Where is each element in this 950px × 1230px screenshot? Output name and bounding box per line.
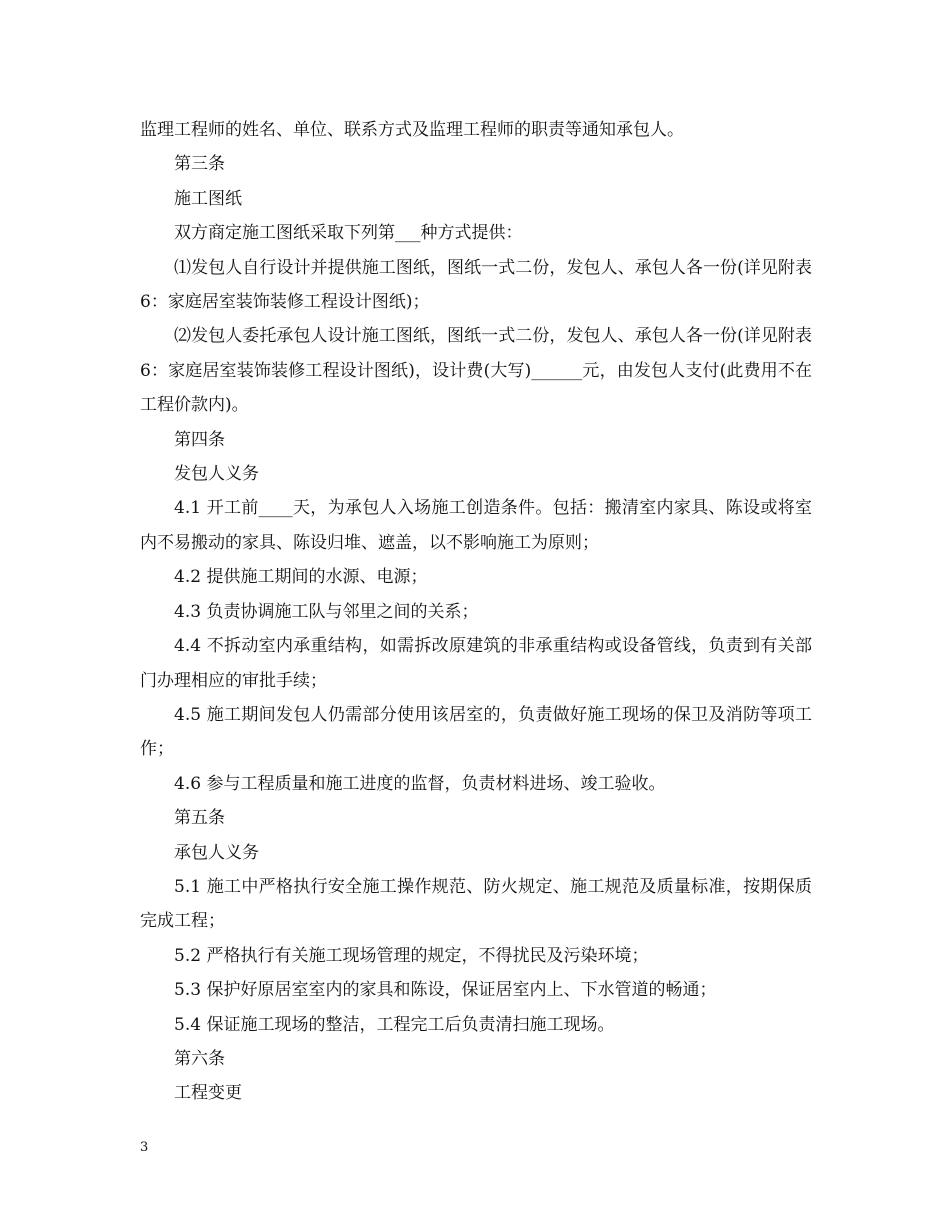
article-heading: 第五条 — [174, 808, 225, 829]
clause: 5.1 施工中严格执行安全施工操作规范、防火规定、施工规范及质量标准，按期保质完成工程； — [140, 876, 812, 932]
article-title: 工程变更 — [174, 1083, 242, 1104]
clause: 4.1 开工前____天，为承包人入场施工创造条件。包括：搬清室内家具、陈设或将室内不易搬动的家具、陈设归堆、遮盖，以不影响施工为原则； — [140, 498, 812, 553]
clause: 4.2 提供施工期间的水源、电源； — [174, 567, 428, 588]
article-heading: 第六条 — [174, 1048, 225, 1069]
article-title: 承包人义务 — [174, 842, 259, 863]
article-title: 发包人义务 — [174, 464, 259, 485]
paragraph: ⑴发包人自行设计并提供施工图纸，图纸一式二份，发包人、承包人各一份(详见附表6：家庭居室装饰装修工程设计图纸)； — [140, 257, 812, 313]
paragraph-continuation: 监理工程师的姓名、单位、联系方式及监理工程师的职责等通知承包人。 — [140, 120, 684, 140]
clause: 5.3 保护好原居室室内的家具和陈设，保证居室内上、下水管道的畅通； — [174, 980, 717, 1001]
page-number: 3 — [140, 1140, 149, 1155]
clause: 4.6 参与工程质量和施工进度的监督，负责材料进场、竣工验收。 — [174, 773, 666, 794]
paragraph: ⑵发包人委托承包人设计施工图纸，图纸一式二份，发包人、承包人各一份(详见附表6：家庭居室装饰装修工程设计图纸)，设计费(大写)______元，由发包人支付(此费用不在工程价款内)。 — [140, 326, 812, 416]
clause: 4.4 不拆动室内承重结构，如需拆改原建筑的非承重结构或设备管线，负责到有关部门办理相应的审批手续； — [140, 636, 812, 691]
body-text — [140, 113, 812, 1111]
clause: 4.5 施工期间发包人仍需部分使用该居室的，负责做好施工现场的保卫及消防等项工作； — [140, 704, 812, 760]
article-title: 施工图纸 — [174, 188, 242, 209]
clause: 5.4 保证施工现场的整洁，工程完工后负责清扫施工现场。 — [174, 1014, 615, 1035]
clause: 4.3 负责协调施工队与邻里之间的关系； — [174, 601, 479, 622]
article-heading: 第三条 — [174, 154, 225, 175]
article-heading: 第四条 — [174, 429, 225, 450]
clause: 5.2 严格执行有关施工现场管理的规定，不得扰民及污染环境； — [174, 945, 649, 966]
paragraph: 双方商定施工图纸采取下列第___种方式提供： — [174, 223, 523, 244]
